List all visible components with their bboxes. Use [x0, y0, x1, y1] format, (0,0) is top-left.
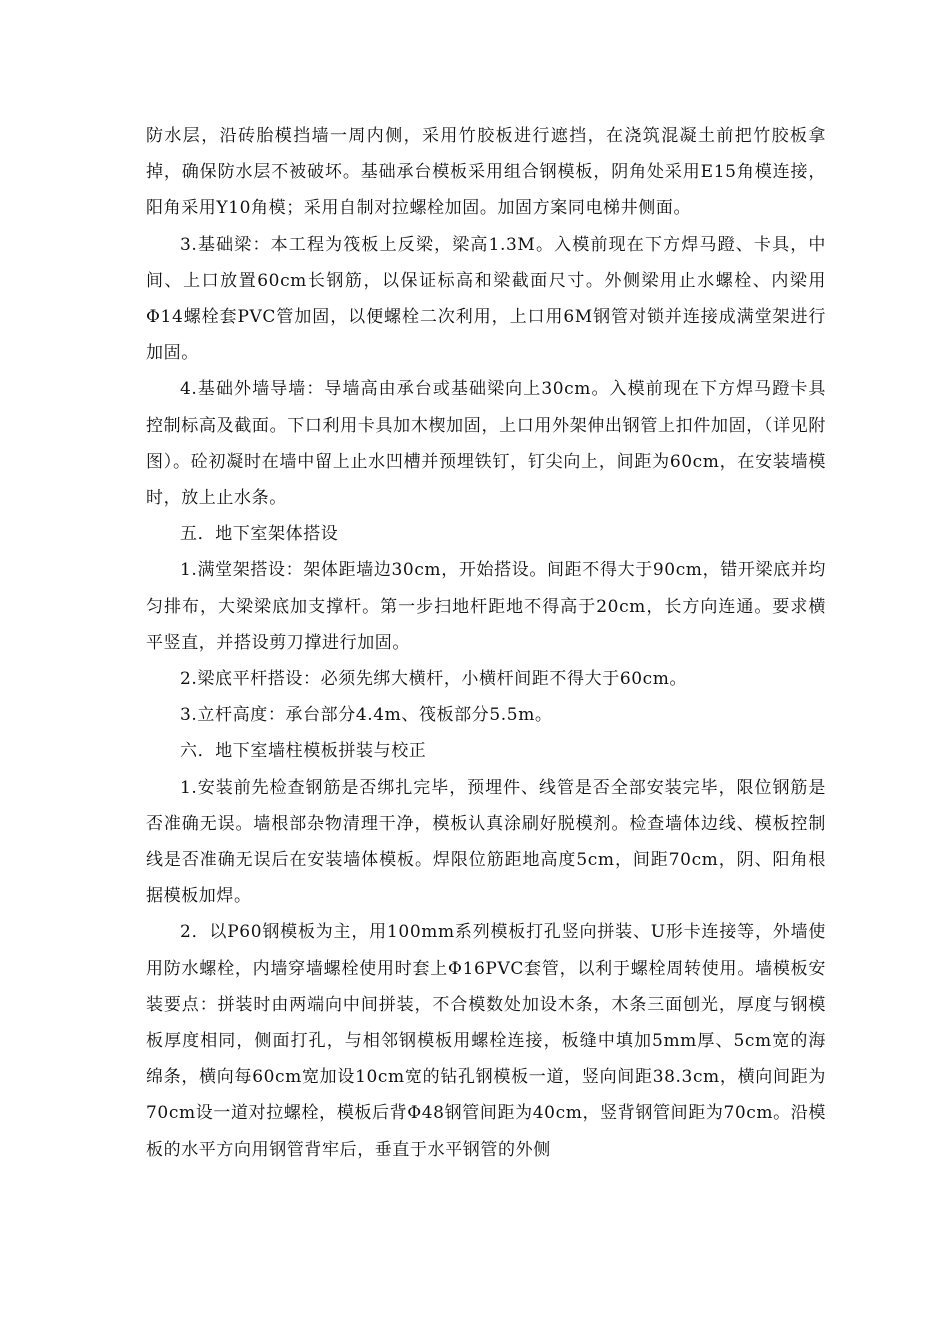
paragraph-install-check: 1.安装前先检查钢筋是否绑扎完毕，预埋件、线管是否全部安装完毕，限位钢筋是否准确无误。墙根部杂物清理干净，模板认真涂刷好脱模剂。检查墙体边线、模板控制线是否准确无误后在安装墙体模板。焊限位筋距地高度5cm，间距70cm，阴、阳角根据模板加焊。 [146, 777, 826, 907]
document-page [146, 118, 826, 1168]
paragraph-p60-formwork: 2．以P60钢模板为主，用100mm系列模板打孔竖向拼装、U形卡连接等，外墙使用防水螺栓，内墙穿墙螺栓使用时套上Φ16PVC套管，以利于螺栓周转使用。墙模板安装要点：拼装时由两端向中间拼装，不合模数处加设木条，木条三面刨光，厚度与钢模板厚度相同，侧面打孔，与相邻钢模板用螺栓连接，板缝中填加5mm厚、5cm宽的海绵条，横向每60cm宽加设10cm宽的钻孔钢模板一道，竖向间距38.3cm，横向间距为70cm设一道对拉螺栓，模板后背Φ48钢管间距为40cm，竖背钢管间距为70cm。沿模板的水平方向用钢管背牢后，垂直于水平钢管的外侧 [146, 922, 826, 1160]
paragraph-guide-wall: 4.基础外墙导墙：导墙高由承台或基础梁向上30cm。入模前现在下方焊马蹬卡具控制标高及截面。下口利用卡具加木楔加固，上口用外架伸出钢管上扣件加固，（详见附图）。砼初凝时在墙中留上止水凹槽并预埋铁钉，钉尖向上，间距为60cm，在安装墙模时，放上止水条。 [146, 379, 826, 509]
paragraph-beam-bottom: 2.梁底平杆搭设：必须先绑大横杆，小横杆间距不得大于60cm。 [180, 669, 688, 690]
paragraph-foundation-beam: 3.基础梁：本工程为筏板上反梁，梁高1.3M。入模前现在下方焊马蹬、卡具，中间、上口放置60cm长钢筋，以保证标高和梁截面尺寸。外侧梁用止水螺栓、内梁用Φ14螺栓套PVC管加固，以便螺栓二次利用，上口用6M钢管对锁并连接成满堂架进行加固。 [146, 234, 826, 364]
paragraph-waterproof-continued: 防水层，沿砖胎模挡墙一周内侧，采用竹胶板进行遮挡，在浇筑混凝土前把竹胶板拿掉，确保防水层不被破坏。基础承台模板采用组合钢模板，阴角处采用E15角模连接，阳角采用Y10角模；采用自制对拉螺栓加固。加固方案同电梯井侧面。 [146, 126, 826, 219]
paragraph-pole-height: 3.立杆高度：承台部分4.4m、筏板部分5.5m。 [180, 705, 553, 726]
paragraph-full-scaffold: 1.满堂架搭设：架体距墙边30cm，开始搭设。间距不得大于90cm，错开梁底并均匀排布，大梁梁底加支撑杆。第一步扫地杆距地不得高于20cm，长方向连通。要求横平竖直，并搭设剪刀撑进行加固。 [146, 560, 826, 653]
section-heading-scaffold: 五．地下室架体搭设 [180, 524, 339, 545]
section-heading-wall-formwork: 六．地下室墙柱模板拼装与校正 [180, 741, 427, 762]
